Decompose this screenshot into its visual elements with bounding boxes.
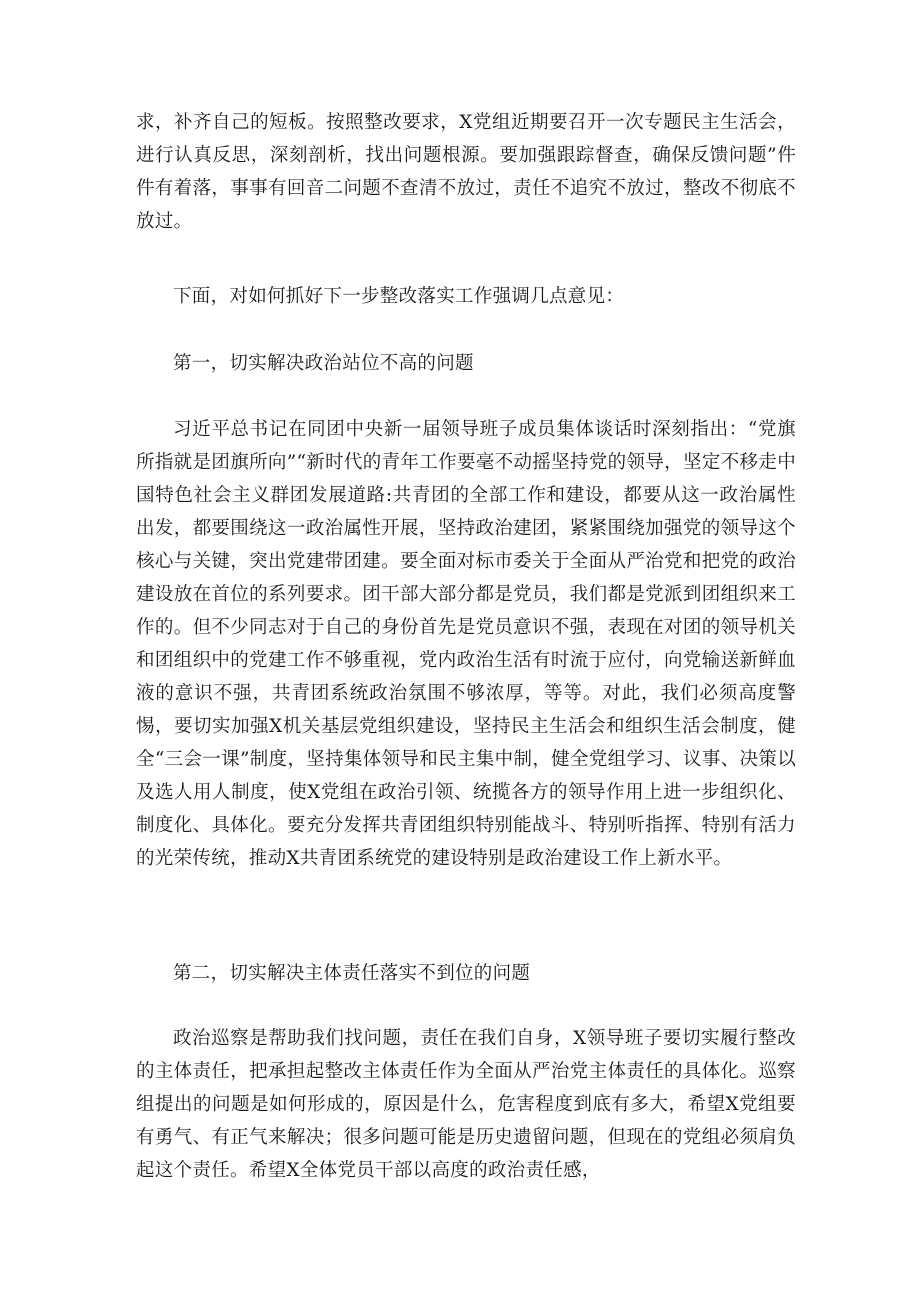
intro-line: 下面，对如何抓好下一步整改落实工作强调几点意见： — [173, 286, 625, 307]
section-body-2: 政治巡察是帮助我们找问题，责任在我们自身，X领导班子要切实履行整改的主体责任，把承担起整改主体责任作为全面从严治党主体责任的具体化。巡察组提出的问题是如何形成的，原因是什么，危害程度到底有多大，希望X党组要有勇气、有正气来解决；很多问题可能是历史遗留问题，但现在的党组必须肩负起这个责任。希望X全体党员干部以高度的政治责任感， — [136, 1028, 796, 1181]
section-heading-1: 第一，切实解决政治站位不高的问题 — [173, 353, 474, 374]
section-body-1: 习近平总书记在同团中央新一届领导班子成员集体谈话时深刻指出：“党旗所指就是团旗所向”“新时代的青年工作要毫不动摇坚持党的领导，坚定不移走中国特色社会主义群团发展道路:共青团的全部工作和建设，都要从这一政治属性出发，都要围绕这一政治属性开展，坚持政治建团，紧紧围绕加强党的领导这个核心与关键，突出党建带团建。要全面对标市委关于全面从严治党和把党的政治建设放在首位的系列要求。团干部大部分都是党员，我们都是党派到团组织来工作的。但不少同志对于自己的身份首先是党员意识不强，表现在对团的领导机关和团组织中的党建工作不够重视，党内政治生活有时流于应付，向党输送新鲜血液的意识不强，共青团系统政治氛围不够浓厚，等等。对此，我们必须高度警惕，要切实加强X机关基层党组织建设，坚持民主生活会和组织生活会制度，健全“三会一课”制度，坚持集体领导和民主集中制，健全党组学习、议事、决策以及选人用人制度，使X党组在政治引领、统揽各方的领导作用上进一步组织化、制度化、具体化。要充分发挥共青团组织特别能战斗、特别听指挥、特别有活力的光荣传统，推动X共青团系统党的建设特别是政治建设工作上新水平。 — [136, 419, 796, 869]
paragraph-continuation: 求，补齐自己的短板。按照整改要求，X党组近期要召开一次专题民主生活会，进行认真反思，深刻剖析，找出问题根源。要加强跟踪督查，确保反馈问题”件件有着落，事事有回音二问题不查清不放过，责任不追究不放过，整改不彻底不放过。 — [136, 112, 796, 232]
section-heading-2: 第二，切实解决主体责任落实不到位的问题 — [173, 963, 531, 984]
